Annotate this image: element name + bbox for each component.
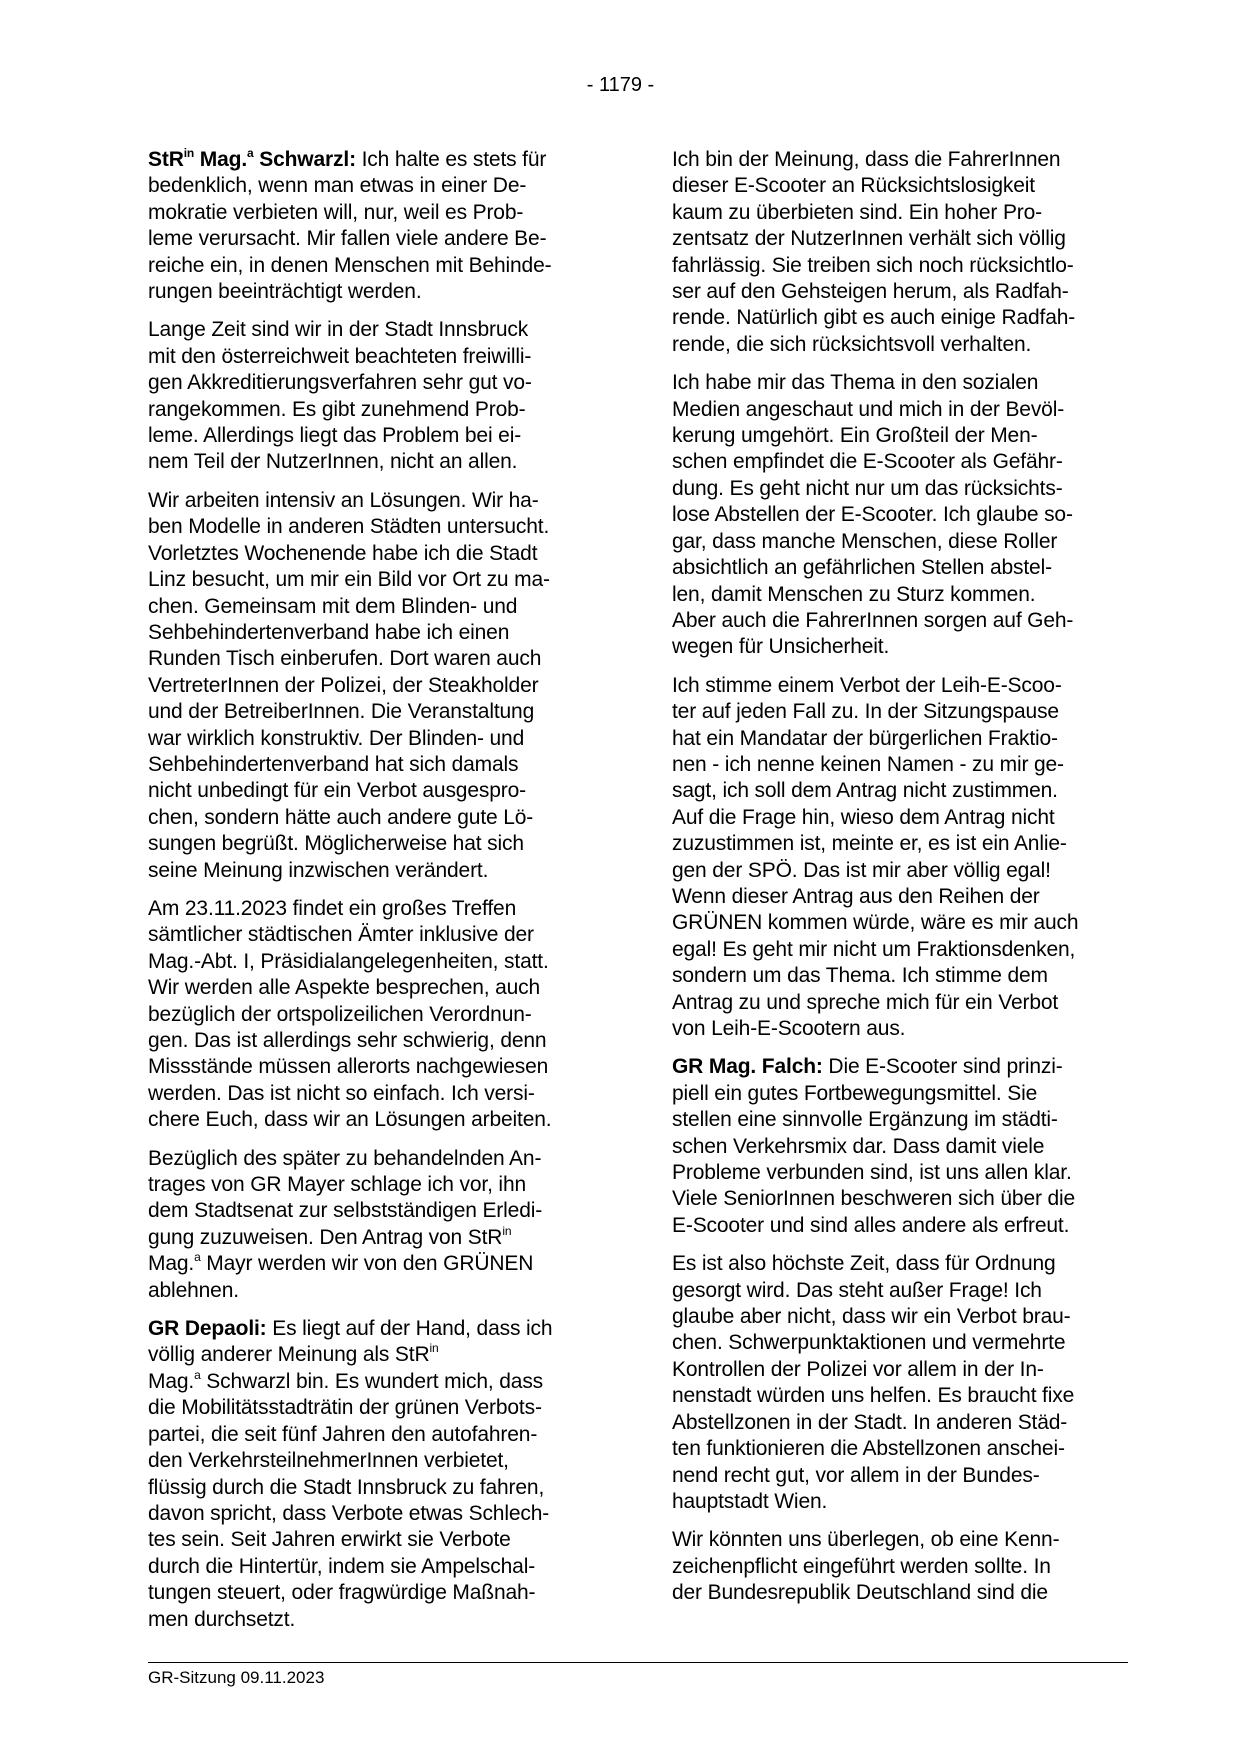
footer-session-date: GR-Sitzung 09.11.2023 [148,1668,325,1687]
footer-divider [148,1662,1128,1663]
paragraph-ordnung: Es ist also höchste Zeit, dass für Ordnung gesorgt wird. Das steht außer Frage! Ich glaube aber nicht, dass wir ein Verbot brau- chen. Schwerpunktaktionen und vermehrte Kontrollen der Polizei vor allem in der In- nenstadt würden uns helfen. Es braucht fixe Abstellzonen in der Stadt. In anderen Städ- ten funktionieren die Abstellzonen anschei- nend recht gut, vor allem in der Bundes- hauptstadt Wien. [672,1252,1075,1513]
paragraph-loesungen: Wir arbeiten intensiv an Lösungen. Wir ha- ben Modelle in anderen Städten untersucht. Vorletztes Wochenende habe ich die Stadt Linz besucht, um mir ein Bild vor Ort zu ma- chen. Gemeinsam mit dem Blinden- und Sehbehindertenverband habe ich einen Runden Tisch einberufen. Dort waren auch VertreterInnen der Polizei, der Steakholder und der BetreiberInnen. Die Veranstaltung war wirklich konstruktiv. Der Blinden- und Sehbehindertenverband hat sich damals nicht unbedingt für ein Verbot ausgespro- chen, sondern hätte auch andere gute Lö- sungen begrüßt. Möglicherweise hat sich seine Meinung inzwischen verändert. [148,488,550,882]
paragraph-verbot-zustimmung: Ich stimme einem Verbot der Leih-E-Scoo- ter auf jeden Fall zu. In der Sitzungspause hat ein Mandatar der bürgerlichen Fraktio- nen - ich nenne keinen Namen - zu mir ge- sagt, ich soll dem Antrag nicht zustimmen. Auf die Frage hin, wieso dem Antrag nicht zuzustimmen ist, meinte er, es ist ein Anlie- gen der SPÖ. Das ist mir aber völlig egal! Wenn dieser Antrag aus den Reihen der GRÜNEN kommen würde, wäre es mir auch egal! Es geht mir nicht um Fraktionsdenken, sondern um das Thema. Ich stimme dem Antrag zu und spreche mich für ein Verbot von Leih-E-Scootern aus. [672,673,1079,1040]
paragraph-schwarzl-intro [148,147,598,305]
paragraph-akkreditierung: Lange Zeit sind wir in der Stadt Innsbruck mit den österreichweit beachteten freiwilli- gen Akkreditierungsverfahren sehr gut vo- rangekommen. Es gibt zunehmend Prob- leme. Allerdings liegt das Problem bei ei- nem Teil der NutzerInnen, nicht an allen. [148,318,532,474]
paragraph-fahrerinnen: Ich bin der Meinung, dass die FahrerInnen dieser E-Scooter an Rücksichtslosigkeit kaum zu überbieten sind. Ein hoher Pro- zentsatz der NutzerInnen verhält sich völlig fahrlässig. Sie treiben sich noch rücksichtlo- ser auf den Gehsteigen herum, als Radfah- rende. Natürlich gibt es auch einige Radfah- rende, die sich rücksichtsvoll verhalten. [672,148,1076,356]
speaker-name-depaoli: GR Depaoli: [148,1317,267,1341]
speaker-name-schwarzl: StR$^{in}$ Mag.$^a$ Schwarzl: [148,146,356,171]
paragraph-treffen: Am 23.11.2023 findet ein großes Treffen sämtlicher städtischen Ämter inklusive der Mag.-Abt. I, Präsidialangelegenheiten, statt. Wir werden alle Aspekte besprechen, auch bezüglich der ortspolizeilichen Verordnun- gen. Das ist allerdings sehr schwierig, denn Missstände müssen allerorts nachgewiesen werden. Das ist nicht so einfach. Ich versi- chere Euch, dass wir an Lösungen arbeiten. [148,896,552,1132]
left-column [148,147,598,1645]
paragraph-falch: GR Mag. Falch: Die E-Scooter sind prinzi- piell ein gutes Fortbewegungsmittel. Sie stellen eine sinnvolle Ergänzung im städti- schen Verkehrsmix dar. Dass damit viele Probleme verbunden sind, ist uns allen klar. Viele SeniorInnen beschweren sich über die E-Scooter und sind alles andere als erfreut. [672,1055,1076,1237]
right-column [672,147,1128,1619]
paragraph-kennzeichenpflicht: Wir könnten uns überlegen, ob eine Kenn- zeichenpflicht eingeführt werden sollte. In der Bundesrepublik Deutschland sind die [672,1528,1060,1605]
paragraph-text: Ich halte es stets für bedenklich, wenn man etwas in einer De- mokratie verbieten will, nur, weil es Prob- leme verursacht. Mir fallen viele andere Be- reiche ein, in denen Menschen mit Behinde- rungen beeinträchtigt werden. [148,148,552,304]
paragraph-depaoli: GR Depaoli: Es liegt auf der Hand, dass ich völlig anderer Meinung als StR$^{in}$ Mag.$^a$ Schwarzl bin. Es wundert mich, dass die Mobilitätsstadträtin der grünen Verbots- partei, die seit fünf Jahren den autofahren- den VerkehrsteilnehmerInnen verbietet, flüssig durch die Stadt Innsbruck zu fahren, davon spricht, dass Verbote etwas Schlech- tes sein. Seit Jahren erwirkt sie Verbote durch die Hintertür, indem sie Ampelschal- tungen steuert, oder fragwürdige Maßnah- men durchsetzt. [148,1317,553,1631]
speaker-name-falch: GR Mag. Falch: [672,1055,823,1079]
paragraph-soziale-medien: Ich habe mir das Thema in den sozialen Medien angeschaut und mich in der Bevöl- kerung umgehört. Ein Großteil der Men- schen empfindet die E-Scooter als Gefähr- dung. Es geht nicht nur um das rücksichts- lose Abstellen der E-Scooter. Ich glaube so- gar, dass manche Menschen, diese Roller absichtlich an gefährlichen Stellen abstel- len, damit Menschen zu Sturz kommen. Aber auch die FahrerInnen sorgen auf Geh- wegen für Unsicherheit. [672,371,1074,659]
page-number: - 1179 - [586,74,655,96]
paragraph-antrag-mayer: Bezüglich des später zu behandelnden An- trages von GR Mayer schlage ich vor, ihn dem Stadtsenat zur selbstständigen Erledi- gung zuzuweisen. Den Antrag von StR$^{in}$ Mag.$^a$ Mayr werden wir von den GRÜNEN ablehnen. [148,1146,543,1302]
